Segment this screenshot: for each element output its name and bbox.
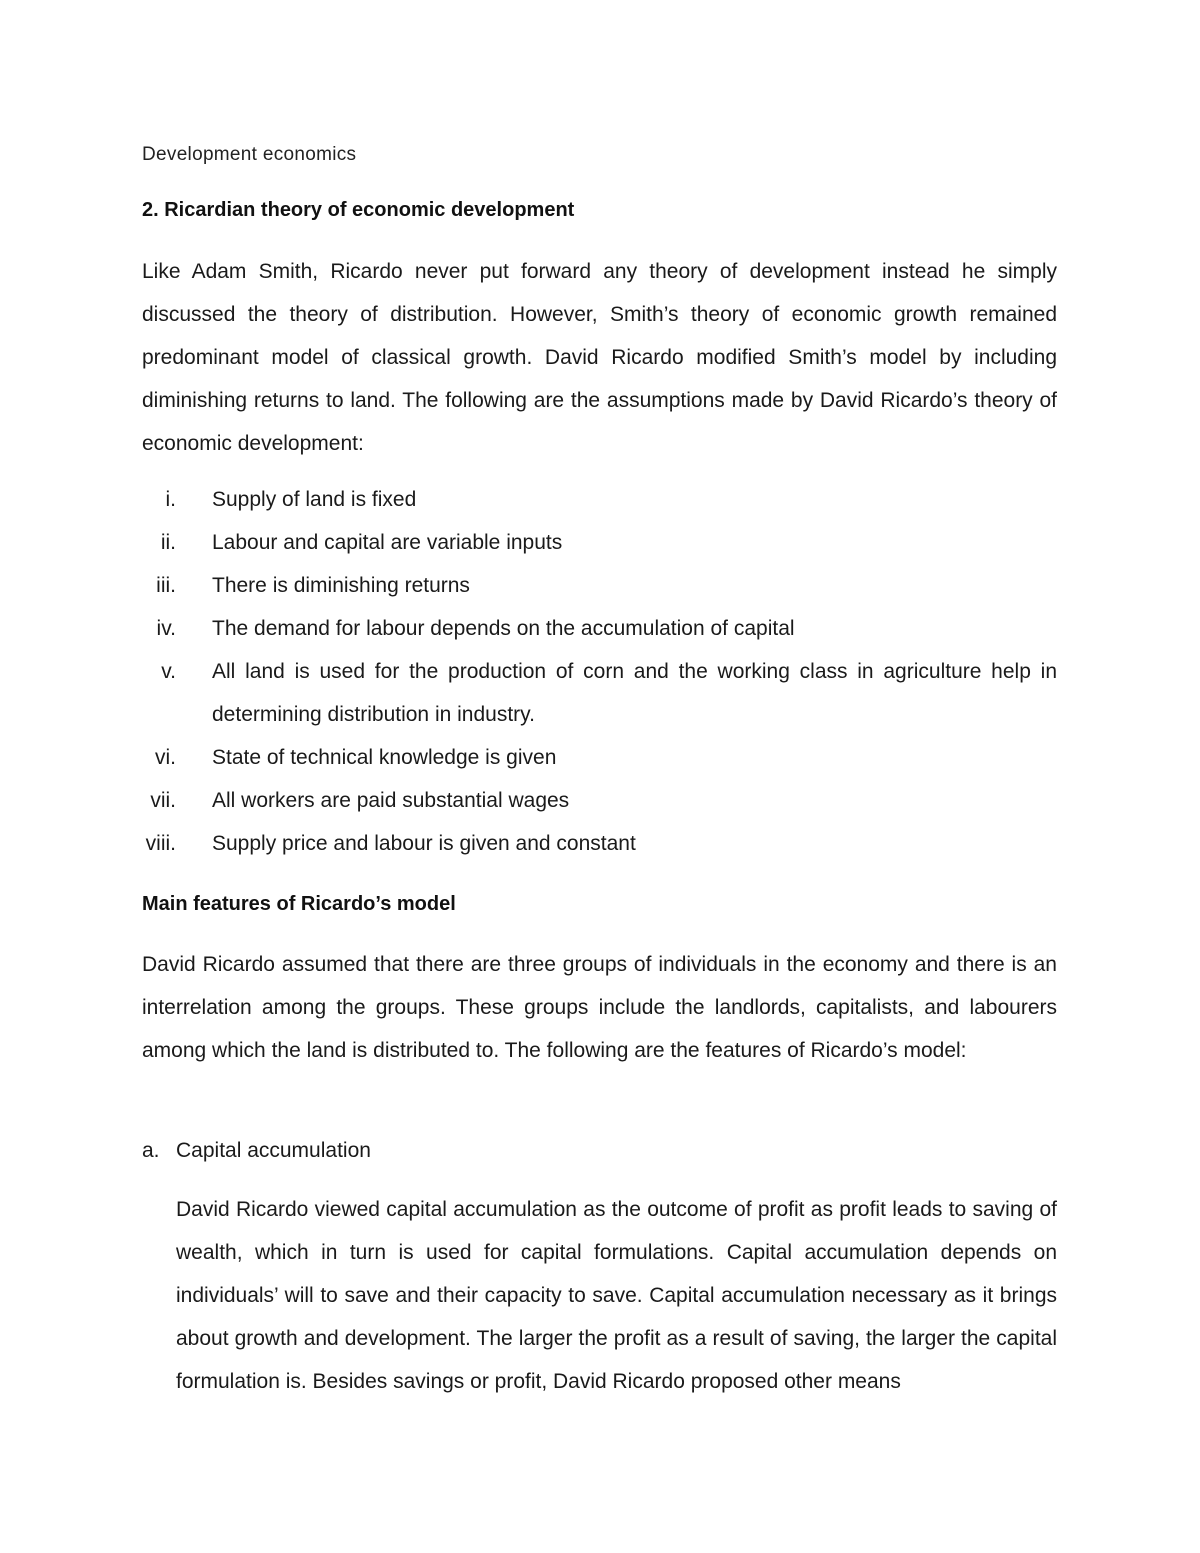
features-paragraph: David Ricardo assumed that there are three groups of individuals in the economy and there is an interrelation among the groups. These groups include the landlords, capitalists, and labourers among which the land is distributed to. The following are the features of Ricardo’s model:	[142, 953, 1057, 1062]
list-item-text: Labour and capital are variable inputs	[212, 531, 563, 554]
list-item-text: The demand for labour depends on the accumulation of capital	[212, 617, 795, 640]
feature-a-heading	[142, 1139, 371, 1163]
feature-a-paragraph: David Ricardo viewed capital accumulation as the outcome of profit as profit leads to saving of wealth, which in turn is used for capital formulations. Capital accumulation depends on individuals’ will to save and their capacity to save. Capital accumulation necessary as it brings about growth and development. The larger the profit as a result of saving, the larger the capital formulation is. Besides savings or profit, David Ricardo proposed other means	[176, 1198, 1057, 1393]
list-item	[142, 607, 1057, 650]
document-header: Development economics	[142, 144, 357, 165]
list-item-text: Supply price and labour is given and constant	[212, 832, 636, 855]
list-marker: v.	[161, 660, 176, 683]
feature-a-title: Capital accumulation	[176, 1139, 371, 1162]
list-item	[142, 521, 1057, 564]
list-item	[142, 822, 1057, 865]
features-title: Main features of Ricardo’s model	[142, 893, 456, 915]
list-marker: vii.	[150, 789, 176, 812]
list-item-text: All land is used for the production of corn and the working class in agriculture help in determining distribution in industry.	[212, 660, 1057, 726]
list-item-text: There is diminishing returns	[212, 574, 470, 597]
list-marker: viii.	[145, 832, 176, 855]
section-title: 2. Ricardian theory of economic development	[142, 199, 575, 221]
list-item-text: All workers are paid substantial wages	[212, 789, 570, 812]
list-item	[142, 478, 1057, 521]
feature-a-marker: a.	[142, 1139, 160, 1162]
list-item-text: Supply of land is fixed	[212, 488, 417, 511]
intro-paragraph: Like Adam Smith, Ricardo never put forward any theory of development instead he simply discussed the theory of distribution. However, Smith’s theory of economic growth remained predominant model of classical growth. David Ricardo modified Smith’s model by including diminishing returns to land. The following are the assumptions made by David Ricardo’s theory of economic development:	[142, 260, 1057, 455]
list-item	[142, 650, 1057, 736]
assumptions-list	[142, 478, 1057, 865]
list-item	[142, 736, 1057, 779]
list-item-text: State of technical knowledge is given	[212, 746, 557, 769]
list-marker: vi.	[155, 746, 176, 769]
list-marker: ii.	[160, 531, 176, 554]
list-marker: i.	[165, 488, 176, 511]
list-item	[142, 564, 1057, 607]
list-marker: iii.	[156, 574, 176, 597]
list-marker: iv.	[156, 617, 176, 640]
list-item	[142, 779, 1057, 822]
